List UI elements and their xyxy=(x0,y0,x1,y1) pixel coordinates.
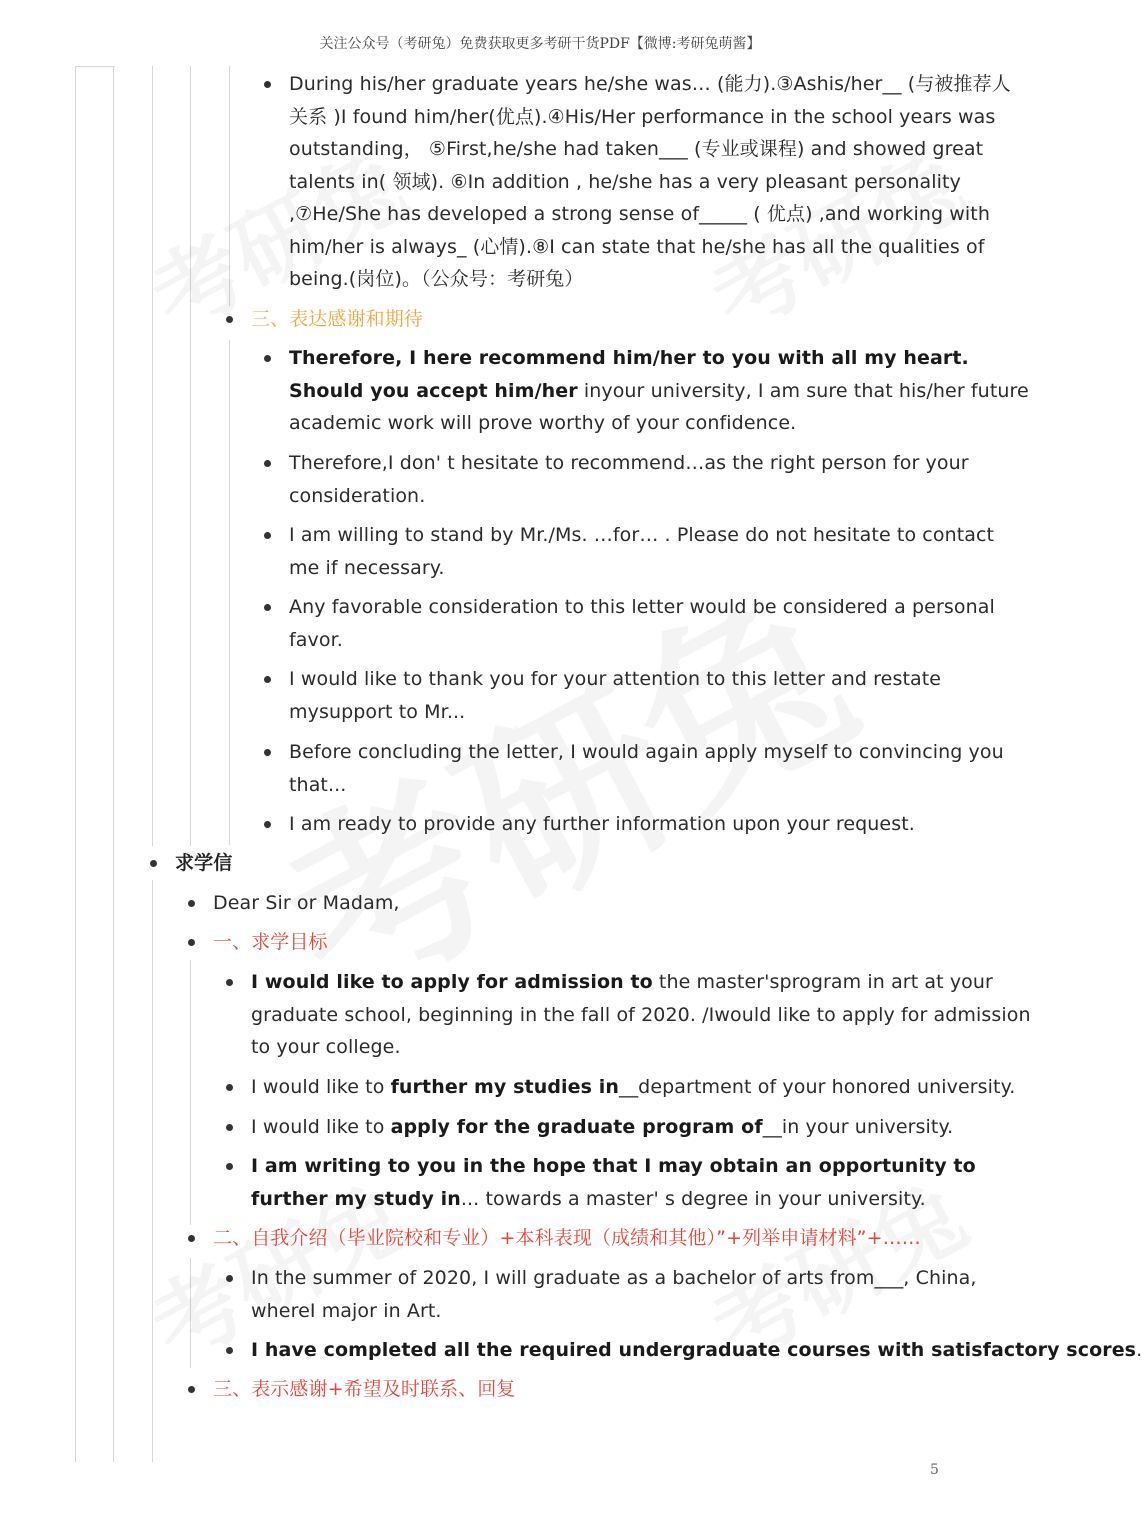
list-item xyxy=(289,663,1029,728)
outline-guide-line xyxy=(190,960,191,1225)
text-segment: I am willing to stand by Mr./Ms. …for… . Please do not hesitate to contact me if necessary. xyxy=(289,524,995,579)
list-item xyxy=(251,1334,1142,1367)
list-item xyxy=(289,808,1029,841)
text-segment: I would like to xyxy=(251,1076,391,1098)
outline-guide-line xyxy=(75,66,76,1462)
text-segment: the master'sprogram in art at your graduate school, beginning in the fall of 2020. /Iwould like to apply for admission to your college. xyxy=(251,971,1031,1058)
outline-guide-line xyxy=(229,340,230,845)
section-title xyxy=(175,847,575,880)
list-item xyxy=(289,68,1029,296)
bold-text: I am writing to you in the hope that I may obtain an opportunity to further my study in xyxy=(251,1155,976,1210)
text-segment: I am ready to provide any further information upon your request. xyxy=(289,813,915,835)
section-heading xyxy=(251,303,1031,336)
text-segment: In the summer of 2020, I will graduate as a bachelor of arts from___, China, whereI major in Art. xyxy=(251,1267,977,1322)
text-segment: I would like to thank you for your attention to this letter and restate mysupport to Mr... xyxy=(289,668,942,723)
list-item xyxy=(289,591,1029,656)
list-item xyxy=(289,342,1029,440)
text-segment: . xyxy=(1136,1339,1142,1361)
outline-guide-line xyxy=(113,66,114,1462)
text-segment: During his/her graduate years he/she was… (能力).③Ashis/her__ (与被推荐人关系 )I found him/her(优点).④His/Her performance in the school years was outstanding， ⑤First,he/she had taken___ (专业或课程) and showed great talents in( 领域). ⑥In addition , he/she has a very pleasant personality ,⑦He/She has developed a strong sense of_____ ( 优点) ,and working with him/her is always_ (心情).⑧I can state that he/she has all the qualities of being.(岗位)。（公众号：考研兔） xyxy=(289,73,1011,290)
section-heading xyxy=(213,1222,1053,1255)
list-item xyxy=(251,1262,1031,1327)
outline-guide-line xyxy=(152,66,153,846)
list-item xyxy=(289,736,1029,801)
outline-guide-line xyxy=(152,880,153,1462)
page-header: 关注公众号（考研兔）免费获取更多考研干货PDF【微博:考研兔萌酱】 xyxy=(319,36,761,52)
text-segment: 一、求学目标 xyxy=(213,931,328,953)
outline-guide-line xyxy=(229,66,230,306)
list-item xyxy=(251,1111,1031,1144)
text-segment: Before concluding the letter, I would again apply myself to convincing you that... xyxy=(289,741,1004,796)
text-segment: I would like to xyxy=(251,1116,391,1138)
text-segment: __in your university. xyxy=(762,1116,954,1138)
outline-guide-line xyxy=(190,66,191,846)
outline-guide-line xyxy=(190,1258,191,1368)
list-item xyxy=(213,887,1013,920)
list-item xyxy=(251,966,1031,1064)
text-segment: 二、自我介绍（毕业院校和专业）+本科表现（成绩和其他）”+列举申请材料”+…… xyxy=(213,1227,921,1249)
text-segment: ... towards a master' s degree in your university. xyxy=(460,1187,926,1210)
section-heading xyxy=(213,926,1013,959)
text-segment: 求学信 xyxy=(175,852,233,874)
bold-text: further my studies in xyxy=(390,1076,619,1098)
list-item xyxy=(251,1071,1031,1104)
page-number: 5 xyxy=(930,1462,939,1478)
outline-guide-line xyxy=(75,66,115,67)
bold-text: Therefore, I here recommend him/her to you with all my heart. Should you accept him/her xyxy=(289,347,969,402)
bold-text: I have completed all the required undergraduate courses with satisfactory scores xyxy=(251,1339,1137,1361)
bold-text: I would like to apply for admission to xyxy=(251,971,653,993)
section-heading xyxy=(213,1373,1013,1406)
text-segment: Therefore,I don' t hesitate to recommend…as the right person for your consideration. xyxy=(289,452,969,507)
text-segment: inyour university, I am sure that his/her future academic work will prove worthy of your confidence. xyxy=(289,379,1029,434)
bold-text: apply for the graduate program of xyxy=(390,1116,763,1138)
list-item xyxy=(289,447,1029,512)
text-segment: Dear Sir or Madam, xyxy=(213,892,400,914)
text-segment: 三、表达感谢和期待 xyxy=(251,308,423,330)
list-item xyxy=(251,1150,1011,1215)
text-segment: 三、表示感谢+希望及时联系、回复 xyxy=(213,1378,516,1400)
text-segment: __department of your honored university. xyxy=(618,1076,1016,1098)
list-item xyxy=(289,519,1029,584)
text-segment: Any favorable consideration to this letter would be considered a personal favor. xyxy=(289,596,995,651)
